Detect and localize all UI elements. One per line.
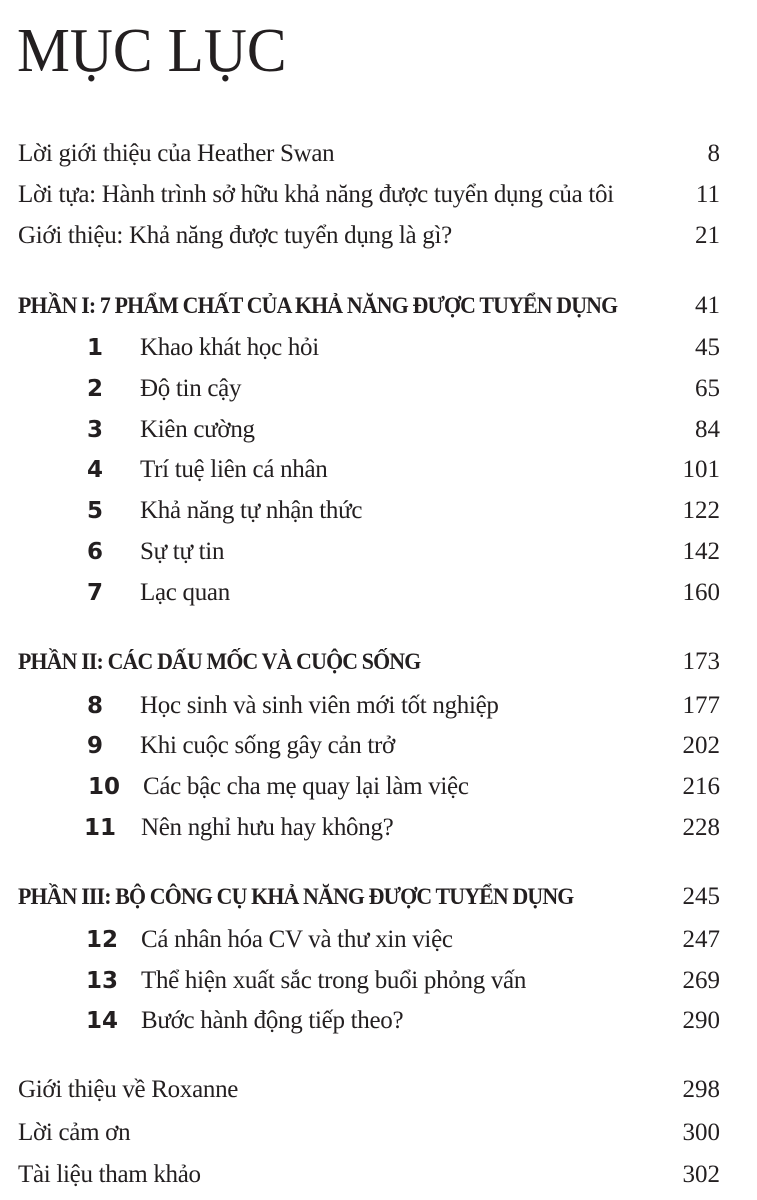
entry-title: Tài liệu tham khảo: [18, 1161, 201, 1188]
toc-entry-about-author[interactable]: [0, 1070, 757, 1110]
chapter-number: 11: [83, 815, 116, 841]
chapter-number: 9: [86, 733, 103, 759]
toc-chapter[interactable]: [0, 410, 757, 450]
chapter-title: Học sinh và sinh viên mới tốt nghiệp: [140, 692, 499, 719]
chapter-page-number: 290: [682, 1007, 720, 1034]
part-title: PHẦN II: CÁC DẤU MỐC VÀ CUỘC SỐNG: [18, 649, 421, 675]
chapter-page-number: 142: [682, 538, 720, 565]
toc-chapter[interactable]: [0, 328, 757, 368]
toc-part-3[interactable]: [0, 877, 757, 917]
toc-entry-acknowledgements[interactable]: [0, 1113, 757, 1153]
toc-part-2[interactable]: [0, 642, 757, 682]
chapter-title: Trí tuệ liên cá nhân: [140, 456, 328, 483]
part-page-number: 173: [682, 648, 720, 675]
chapter-number: 4: [86, 457, 103, 483]
part-page-number: 245: [682, 883, 720, 910]
toc-chapter[interactable]: [0, 686, 757, 726]
chapter-title: Độ tin cậy: [140, 375, 242, 402]
toc-entry-foreword[interactable]: [0, 134, 757, 174]
chapter-title: Thể hiện xuất sắc trong buổi phỏng vấn: [141, 967, 527, 994]
chapter-page-number: 228: [682, 814, 720, 841]
chapter-page-number: 101: [682, 456, 720, 483]
entry-page-number: 298: [682, 1076, 720, 1103]
chapter-number: 3: [86, 417, 103, 443]
chapter-number: 10: [87, 774, 120, 800]
chapter-page-number: 84: [695, 416, 720, 443]
chapter-number: 14: [85, 1008, 118, 1034]
entry-page-number: 8: [707, 140, 720, 167]
chapter-title: Cá nhân hóa CV và thư xin việc: [141, 926, 453, 953]
toc-part-1[interactable]: [0, 286, 757, 326]
chapter-page-number: 202: [682, 732, 720, 759]
part-page-number: 41: [695, 292, 720, 319]
chapter-page-number: 269: [682, 967, 720, 994]
toc-chapter[interactable]: [0, 961, 757, 1001]
chapter-number: 8: [86, 693, 103, 719]
chapter-number: 7: [86, 580, 103, 606]
chapter-page-number: 160: [682, 579, 720, 606]
chapter-page-number: 45: [695, 334, 720, 361]
entry-page-number: 11: [695, 181, 720, 208]
part-title: PHẦN III: BỘ CÔNG CỤ KHẢ NĂNG ĐƯỢC TUYỂN DỤNG: [18, 884, 574, 910]
toc-entry-references[interactable]: [0, 1155, 757, 1195]
chapter-title: Khao khát học hỏi: [140, 334, 319, 361]
toc-chapter[interactable]: [0, 726, 757, 766]
toc-chapter[interactable]: [0, 573, 757, 613]
chapter-page-number: 177: [682, 692, 720, 719]
chapter-title: Nên nghỉ hưu hay không?: [141, 814, 394, 841]
chapter-page-number: 216: [682, 773, 720, 800]
chapter-page-number: 65: [695, 375, 720, 402]
chapter-title: Bước hành động tiếp theo?: [141, 1007, 404, 1034]
entry-page-number: 21: [695, 222, 720, 249]
entry-title: Giới thiệu về Roxanne: [18, 1076, 239, 1103]
toc-chapter[interactable]: [0, 920, 757, 960]
chapter-number: 13: [85, 968, 118, 994]
toc-chapter[interactable]: [0, 491, 757, 531]
entry-title: Lời cảm ơn: [18, 1119, 131, 1146]
toc-entry-introduction[interactable]: [0, 216, 757, 256]
chapter-number: 6: [86, 539, 103, 565]
chapter-title: Sự tự tin: [140, 538, 225, 565]
chapter-page-number: 247: [682, 926, 720, 953]
entry-page-number: 302: [682, 1161, 720, 1188]
toc-chapter[interactable]: [0, 767, 757, 807]
chapter-number: 1: [86, 335, 103, 361]
chapter-title: Khi cuộc sống gây cản trở: [140, 732, 395, 759]
entry-page-number: 300: [682, 1119, 720, 1146]
entry-title: Giới thiệu: Khả năng được tuyển dụng là gì?: [18, 222, 452, 249]
chapter-title: Các bậc cha mẹ quay lại làm việc: [143, 773, 469, 800]
toc-chapter[interactable]: [0, 532, 757, 572]
chapter-number: 12: [85, 927, 118, 953]
chapter-title: Lạc quan: [140, 579, 230, 606]
entry-title: Lời giới thiệu của Heather Swan: [18, 140, 335, 167]
chapter-number: 5: [86, 498, 103, 524]
entry-title: Lời tựa: Hành trình sở hữu khả năng được tuyển dụng của tôi: [18, 181, 614, 208]
page-title: MỤC LỤC: [17, 17, 287, 85]
toc-chapter[interactable]: [0, 369, 757, 409]
chapter-page-number: 122: [682, 497, 720, 524]
toc-chapter[interactable]: [0, 808, 757, 848]
chapter-title: Khả năng tự nhận thức: [140, 497, 363, 524]
part-title: PHẦN I: 7 PHẨM CHẤT CỦA KHẢ NĂNG ĐƯỢC TUYỂN DỤNG: [18, 293, 618, 319]
chapter-number: 2: [86, 376, 103, 402]
chapter-title: Kiên cường: [140, 416, 255, 443]
toc-entry-preface[interactable]: [0, 175, 757, 215]
toc-chapter[interactable]: [0, 1001, 757, 1041]
toc-chapter[interactable]: [0, 450, 757, 490]
